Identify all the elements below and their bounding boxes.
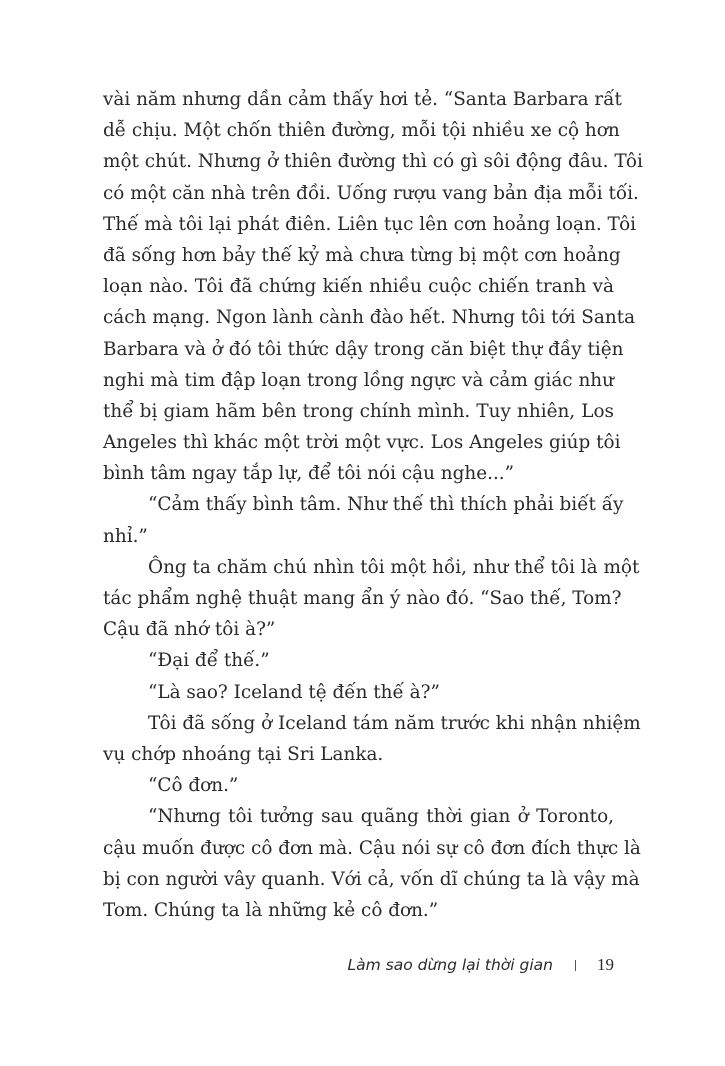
text-line: Angeles thì khác một trời một vực. Los Angeles giúp tôi [103,432,621,454]
text-line: loạn nào. Tôi đã chứng kiến nhiều cuộc chiến tranh và [103,276,614,298]
text-line: vụ chớp nhoáng tại Sri Lanka. [103,743,384,765]
text-line: Ông ta chăm chú nhìn tôi một hồi, như thể tôi là một [148,556,640,578]
text-line: “Là sao? Iceland tệ đến thế à?” [148,681,440,703]
text-line: Tôi đã sống ở Iceland tám năm trước khi nhận nhiệm [148,712,641,734]
text-line: dễ chịu. Một chốn thiên đường, mỗi tội nhiều xe cộ hơn [103,120,620,142]
text-line: “Cô đơn.” [148,775,239,797]
text-line: “Cảm thấy bình tâm. Như thế thì thích phải biết ấy [148,494,624,516]
text-line: “Đại để thế.” [148,650,270,672]
text-line: Thế mà tôi lại phát điên. Liên tục lên cơn hoảng loạn. Tôi [103,213,637,235]
paragraph [103,489,624,551]
text-line: tác phẩm nghệ thuật mang ẩn ý nào đó. “Sao thế, Tom? [103,588,622,609]
text-line: bị con người vây quanh. Với cả, vốn dĩ chúng ta là vậy mà [103,868,640,890]
paragraph [103,708,641,770]
text-line: vài năm nhưng dần cảm thấy hơi tẻ. “Santa Barbara rất [103,89,622,110]
text-line: nhỉ.” [103,525,148,547]
text-line: một chút. Nhưng ở thiên đường thì có gì sôi động đâu. Tôi [103,151,643,173]
footer-divider [575,960,576,971]
page-number: 19 [597,955,614,974]
book-title: Làm sao dừng lại thời gian [347,956,553,974]
paragraph [103,801,641,926]
paragraph [103,645,614,676]
paragraph [103,770,614,801]
text-line: bình tâm ngay tắp lự, để tôi nói cậu nghe...” [103,463,515,485]
text-line: cậu muốn được cô đơn mà. Cậu nói sự cô đơn đích thực là [103,837,641,859]
text-line: nghi mà tim đập loạn trong lồng ngực và cảm giác như [103,369,614,391]
text-line: Tom. Chúng ta là những kẻ cô đơn.” [103,899,439,921]
paragraph [103,552,640,646]
paragraph [103,84,643,489]
text-line: Cậu đã nhớ tôi à?” [103,619,276,641]
text-line: thể bị giam hãm bên trong chính mình. Tuy nhiên, Los [103,400,614,422]
page-body [103,84,643,926]
text-line: cách mạng. Ngon lành cành đào hết. Nhưng tôi tới Santa [103,307,636,329]
text-line: “Nhưng tôi tưởng sau quãng thời gian ở Toronto, [148,806,614,828]
paragraph [103,677,614,708]
running-footer [347,955,614,975]
text-line: đã sống hơn bảy thế kỷ mà chưa từng bị một cơn hoảng [103,244,621,266]
text-line: có một căn nhà trên đồi. Uống rượu vang bản địa mỗi tối. [103,182,639,204]
text-line: Barbara và ở đó tôi thức dậy trong căn biệt thự đầy tiện [103,338,624,360]
